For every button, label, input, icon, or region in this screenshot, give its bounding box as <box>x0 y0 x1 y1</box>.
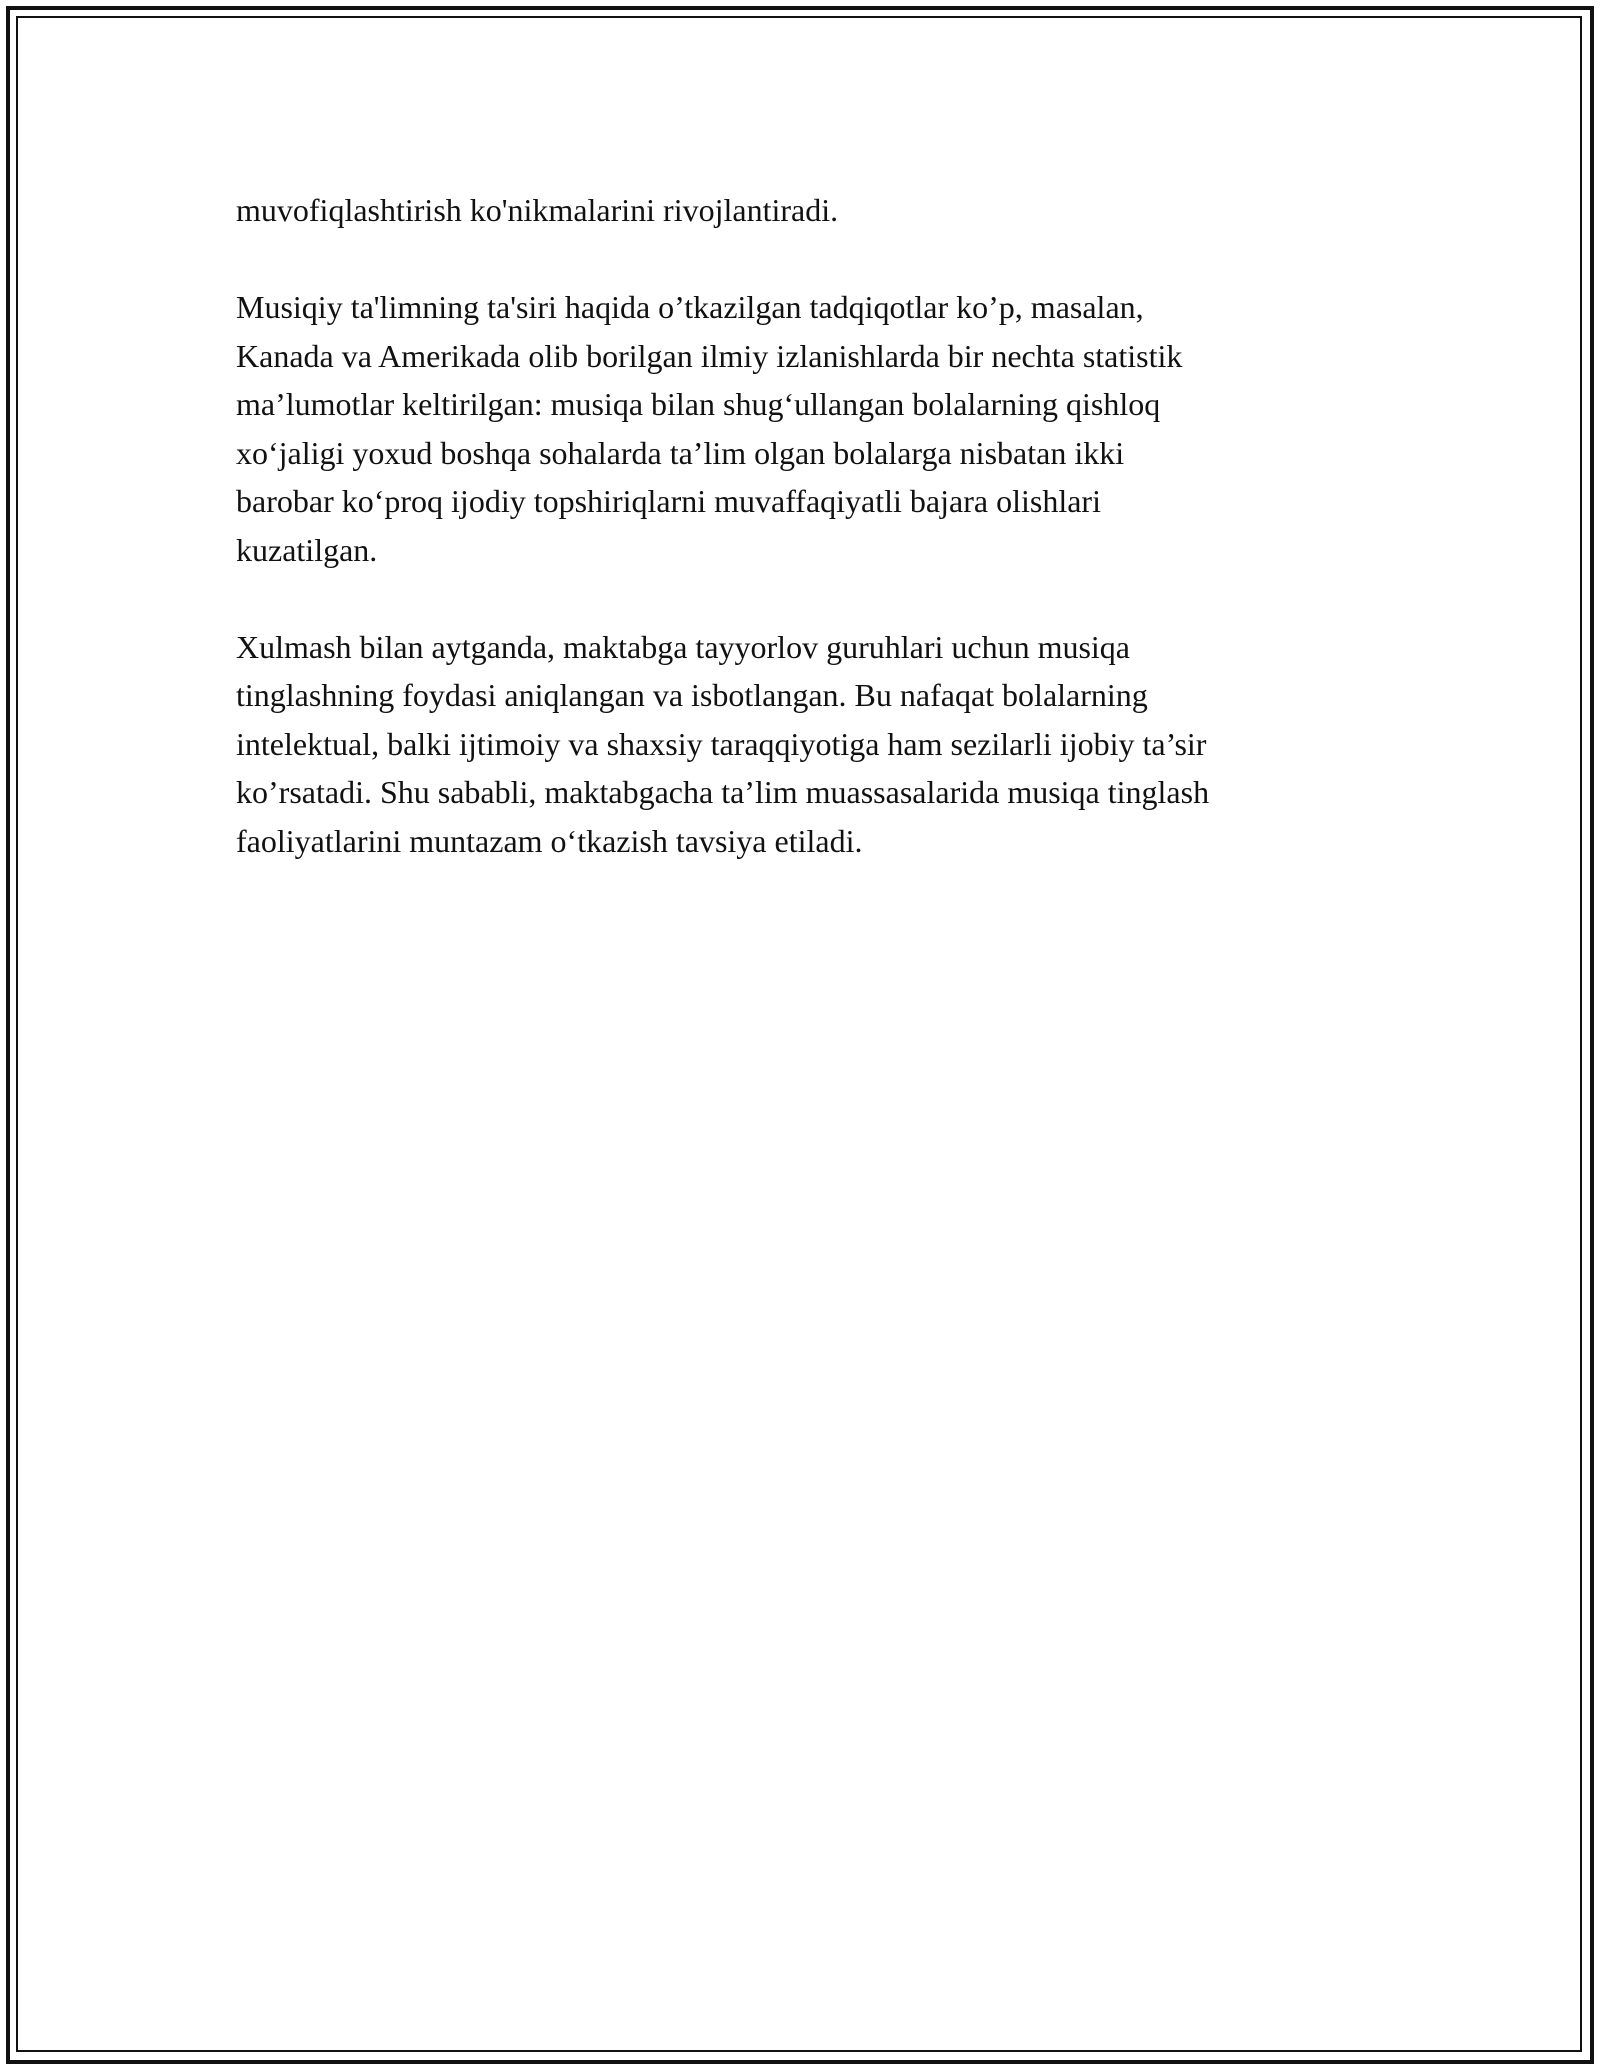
paragraph-2 <box>236 283 1366 574</box>
document-body <box>236 186 1366 914</box>
text-line: Kanada va Amerikada olib borilgan ilmiy izlanishlarda bir nechta statistik <box>236 337 1183 374</box>
text-line: Xulmash bilan aytganda, maktabga tayyorlov guruhlari uchun musiqa <box>236 628 1130 665</box>
text-line: intelektual, balki ijtimoiy va shaxsiy taraqqiyotiga ham sezilarli ijobiy ta’sir <box>236 725 1207 762</box>
text-line: kuzatilgan. <box>236 531 378 568</box>
text-line: muvofiqlashtirish ko'nikmalarini rivojlantiradi. <box>236 192 839 228</box>
text-line: ko’rsatadi. Shu sababli, maktabgacha ta’lim muassasalarida musiqa tinglash <box>236 774 1210 810</box>
text-line: Musiqiy ta'limning ta'siri haqida o’tkazilgan tadqiqotlar ko’p, masalan, <box>236 289 1144 325</box>
paragraph-3 <box>236 623 1366 866</box>
text-line: barobar ko‘proq ijodiy topshiriqlarni muvaffaqiyatli bajara olishlari <box>236 483 1101 519</box>
text-line: ma’lumotlar keltirilgan: musiqa bilan shug‘ullangan bolalarning qishloq <box>236 386 1161 422</box>
text-line: faoliyatlarini muntazam o‘tkazish tavsiya etiladi. <box>236 822 863 859</box>
text-line: xo‘jaligi yoxud boshqa sohalarda ta’lim olgan bolalarga nisbatan ikki <box>236 434 1125 471</box>
paragraph-1 <box>236 186 1366 235</box>
text-line: tinglashning foydasi aniqlangan va isbotlangan. Bu nafaqat bolalarning <box>236 677 1148 713</box>
